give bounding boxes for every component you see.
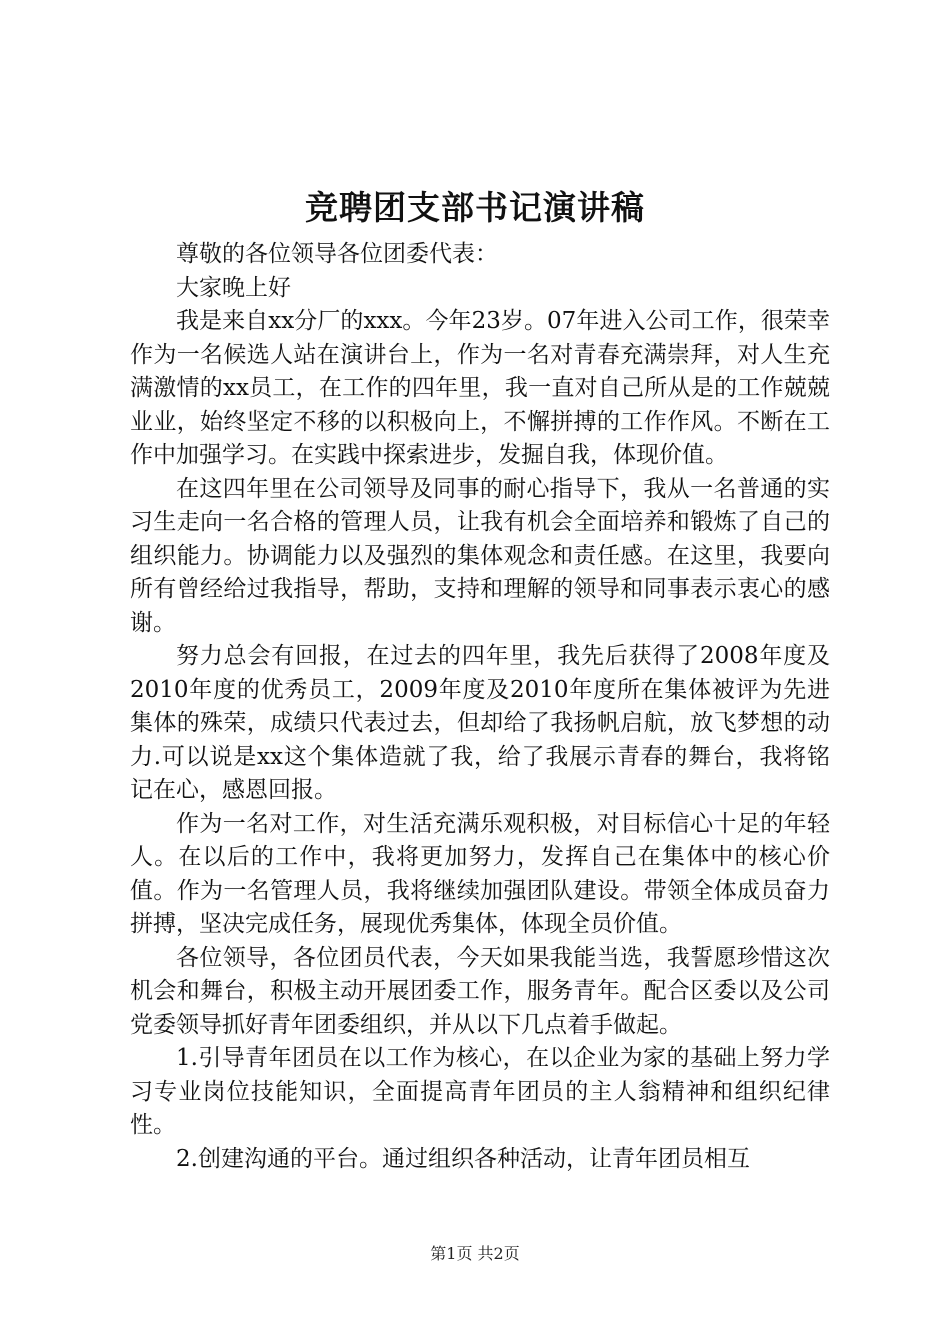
list-item: 1.引导青年团员在以工作为核心，在以企业为家的基础上努力学习专业岗位技能知识，全面提高青年团员的主人翁精神和组织纪律性。 [130,1045,830,1138]
body-paragraph: 在这四年里在公司领导及同事的耐心指导下，我从一名普通的实习生走向一名合格的管理人员，让我有机会全面培养和锻炼了自己的组织能力。协调能力以及强烈的集体观念和责任感。在这里，我要向所有曾经给过我指导，帮助，支持和理解的领导和同事表示衷心的感谢。 [130,475,830,636]
document-body [130,238,830,1176]
salutation: 尊敬的各位领导各位团委代表： [176,241,498,267]
body-paragraph: 各位领导，各位团员代表，今天如果我能当选，我誓愿珍惜这次机会和舞台，积极主动开展团委工作，服务青年。配合区委以及公司党委领导抓好青年团委组织，并从以下几点着手做起。 [130,944,830,1038]
body-paragraph: 作为一名对工作，对生活充满乐观积极，对目标信心十足的年轻人。在以后的工作中，我将更加努力，发挥自己在集体中的核心价值。作为一名管理人员，我将继续加强团队建设。带领全体成员奋力拼搏，坚决完成任务，展现优秀集体，体现全员价值。 [130,810,830,937]
list-item: 2.创建沟通的平台。通过组织各种活动，让青年团员相互 [176,1145,750,1172]
page-footer: 第1页 共2页 [430,1244,520,1263]
body-paragraph: 我是来自xx分厂的xxx。今年23岁。07年进入公司工作，很荣幸作为一名候选人站在演讲台上，作为一名对青春充满崇拜，对人生充满激情的xx员工，在工作的四年里，我一直对自己所从是的工作兢兢业业，始终坚定不移的以积极向上，不懈拼搏的工作作风。不断在工作中加强学习。在实践中探索进步，发掘自我，体现价值。 [130,308,830,468]
greeting: 大家晚上好 [176,274,291,301]
document-title: 竞聘团支部书记演讲稿 [305,188,645,227]
body-paragraph: 努力总会有回报，在过去的四年里，我先后获得了2008年度及2010年度的优秀员工，2009年度及2010年度所在集体被评为先进集体的殊荣，成绩只代表过去，但却给了我扬帆启航，放飞梦想的动力.可以说是xx这个集体造就了我，给了我展示青春的舞台，我将铭记在心，感恩回报。 [130,643,830,803]
